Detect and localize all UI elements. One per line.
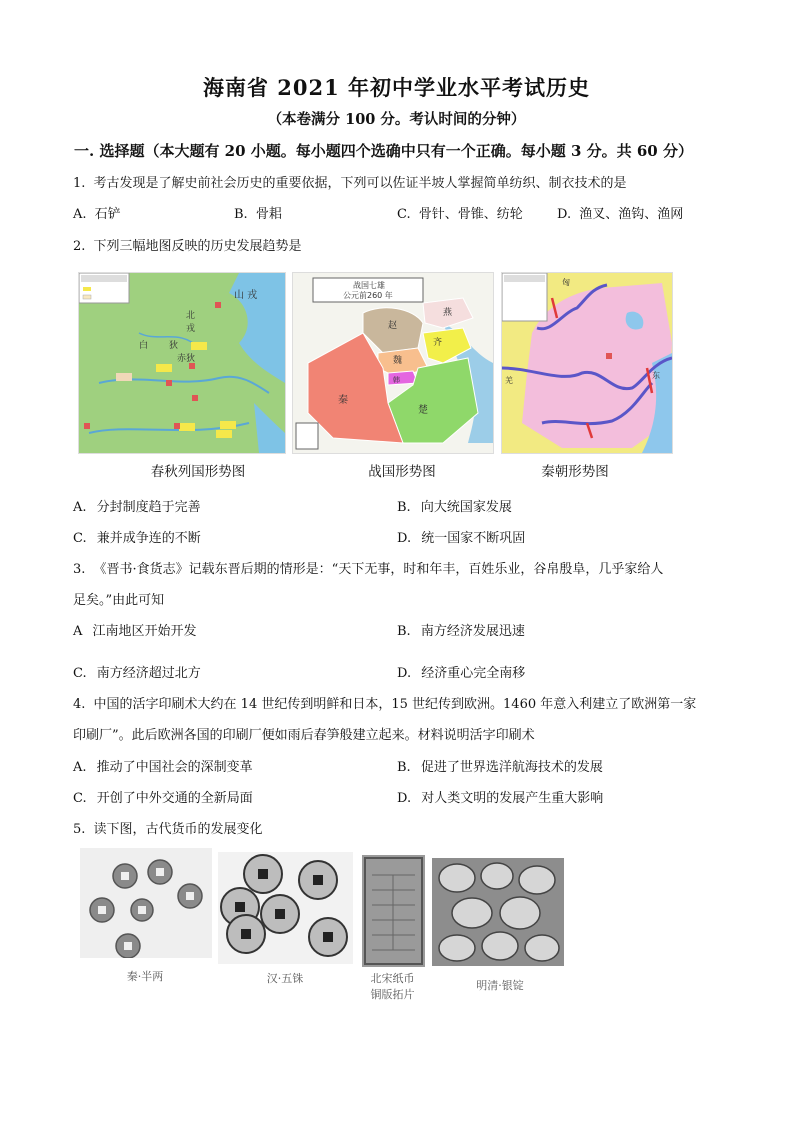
question-stem: 下列三幅地图反映的历史发展趋势是	[93, 239, 302, 254]
option-c[interactable]: C. 开创了中外交通的全新局面	[73, 791, 253, 806]
caption-northern-song-paper-money-line1: 北宋纸币	[370, 972, 415, 985]
option-d[interactable]: D. 统一国家不断巩固	[397, 531, 526, 546]
exam-subtitle: （本卷满分 100 分。考认时间的分钟）	[267, 111, 526, 128]
image-han-wuzhu-coins	[218, 852, 353, 964]
map-caption-qin: 秦朝形势图	[541, 464, 609, 480]
option-b[interactable]: B. 骨耜	[234, 207, 282, 222]
image-qin-banliang-coins	[80, 848, 212, 958]
option-c[interactable]: C. 南方经济超过北方	[73, 666, 201, 681]
option-b[interactable]: B. 促进了世界选洋航海技术的发展	[397, 760, 603, 775]
option-c[interactable]: C. 骨针、骨锥、纺轮	[397, 207, 523, 222]
question-stem: 《晋书·食货志》记载东晋后期的情形是：“天下无事，时和年丰，百姓乐业，谷帛殷阜，几乎家给人	[93, 562, 664, 577]
map-title-line1: 战国七雄	[353, 281, 385, 290]
svg-text:魏: 魏	[393, 356, 403, 366]
question-stem-continued: 印刷厂”。此后欧洲各国的印刷厂便如雨后春笋般建立起来。材料说明活字印刷术	[73, 728, 535, 743]
svg-text:东: 东	[652, 371, 660, 380]
question-stem: 读下图，古代货币的发展变化	[93, 822, 263, 837]
image-northern-song-paper-money	[362, 855, 425, 967]
exam-title: 海南省 2021 年初中学业水平考试历史	[202, 75, 591, 100]
question-stem-continued: 足矣。”由此可知	[73, 593, 165, 608]
option-d[interactable]: D. 经济重心完全南移	[397, 666, 526, 681]
map-spring-autumn	[78, 272, 286, 454]
svg-text:赤狄: 赤狄	[177, 354, 196, 364]
svg-text:赵: 赵	[388, 321, 398, 331]
svg-text:齐: 齐	[433, 338, 443, 348]
question-number: 2.	[73, 239, 86, 254]
option-b[interactable]: B. 南方经济发展迅速	[397, 624, 525, 639]
svg-text:山 戎: 山 戎	[234, 290, 258, 301]
option-a[interactable]: A 江南地区开始开发	[73, 624, 197, 639]
caption-northern-song-paper-money-line2: 铜版拓片	[370, 988, 415, 1001]
map-caption-warring-states: 战国形势图	[368, 464, 436, 480]
question-stem: 中国的活字印刷术大约在 14 世纪传到明鲜和日本，15 世纪传到欧洲。1460 年意入利建立了欧洲第一家	[93, 697, 697, 712]
caption-qin-banliang: 秦·半两	[126, 970, 164, 983]
svg-text:燕: 燕	[443, 308, 453, 318]
svg-text:羌: 羌	[505, 376, 513, 385]
question-number: 4.	[73, 697, 86, 712]
option-d[interactable]: D. 对人类文明的发展产生重大影响	[397, 791, 604, 806]
map-title-line2: 公元前260 年	[343, 291, 393, 300]
svg-text:白: 白	[139, 341, 149, 351]
question-number: 5.	[73, 822, 86, 837]
option-d[interactable]: D. 渔叉、渔钩、渔网	[557, 207, 684, 222]
svg-text:韩: 韩	[393, 376, 400, 384]
option-a[interactable]: A. 石铲	[73, 207, 121, 222]
question-stem: 考古发现是了解史前社会历史的重要依据，下列可以佐证半坡人掌握简单纺织、制衣技术的是	[93, 176, 627, 191]
svg-text:北: 北	[186, 311, 196, 321]
map-warring-states	[292, 272, 494, 454]
svg-text:匈: 匈	[562, 278, 570, 287]
section-heading: 一. 选择题（本大题有 20 小题。每小题四个选确中只有一个正确。每小题 3 分。共 60 分）	[74, 142, 693, 160]
question-number: 1.	[73, 176, 86, 191]
caption-han-wuzhu: 汉·五铢	[266, 972, 304, 985]
map-qin	[501, 272, 673, 454]
svg-text:戎: 戎	[186, 324, 196, 334]
svg-text:楚: 楚	[418, 405, 428, 416]
svg-text:秦: 秦	[338, 395, 348, 406]
svg-text:狄: 狄	[169, 341, 179, 351]
option-c[interactable]: C. 兼并成争连的不断	[73, 531, 201, 546]
question-number: 3.	[73, 562, 86, 577]
option-a[interactable]: A. 推动了中国社会的深制变革	[73, 760, 253, 775]
option-a[interactable]: A. 分封制度趋于完善	[73, 500, 201, 515]
option-b[interactable]: B. 向大统国家发展	[397, 500, 512, 515]
caption-ming-qing-silver-ingots: 明清·银锭	[476, 979, 524, 992]
image-ming-qing-silver-ingots	[432, 858, 564, 966]
map-caption-spring-autumn: 春秋列国形势图	[150, 464, 246, 480]
